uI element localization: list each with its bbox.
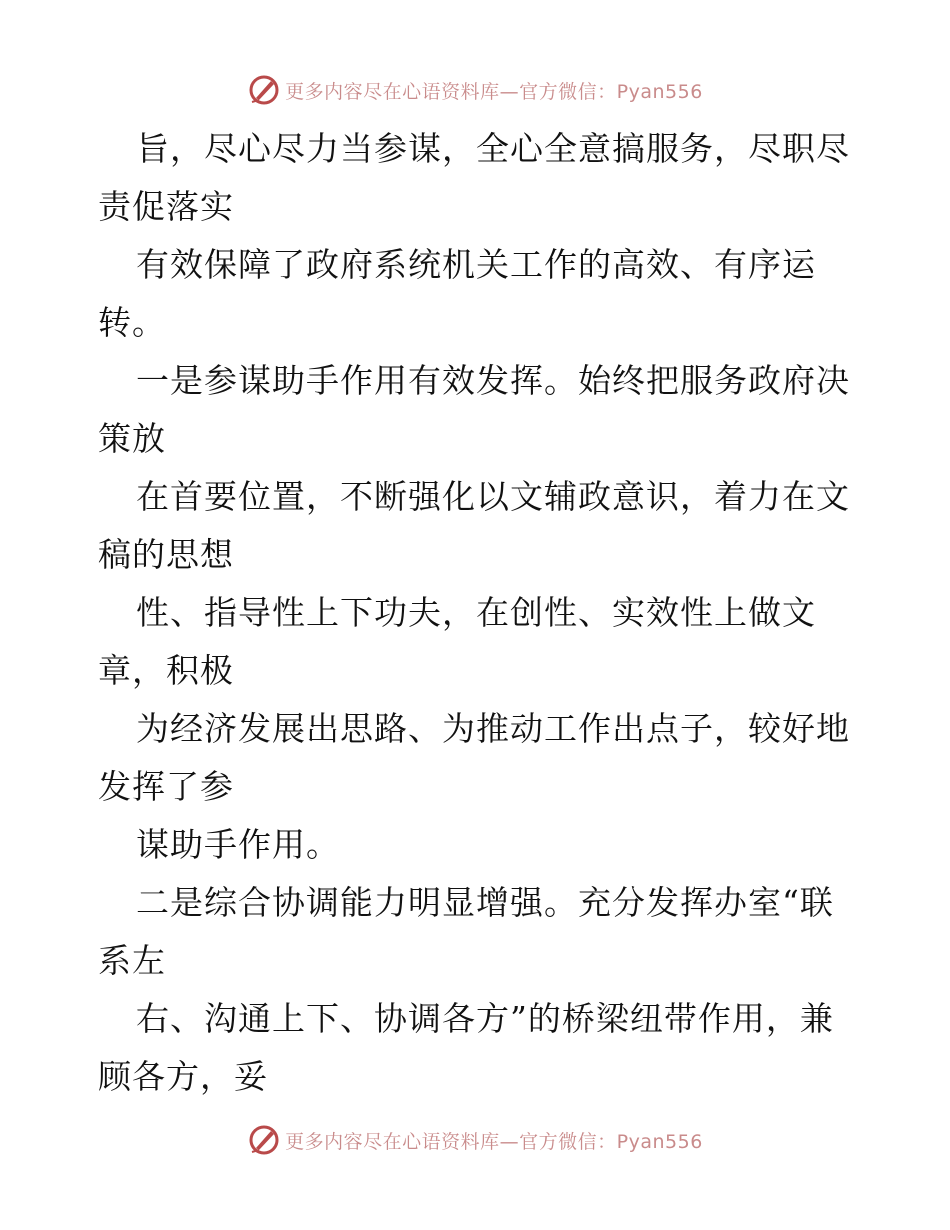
header-banner-text: 更多内容尽在心语资料库—官方微信：Pyan556 bbox=[285, 80, 703, 103]
text-line: 在首要位置，不断强化以文辅政意识，着力在文 bbox=[136, 477, 850, 516]
text-line: 一是参谋助手作用有效发挥。始终把服务政府决 bbox=[136, 361, 850, 400]
text-line: 谋助手作用。 bbox=[136, 825, 340, 864]
text-line: 系左 bbox=[98, 941, 166, 980]
footer-banner bbox=[0, 1120, 950, 1160]
footer-banner-text: 更多内容尽在心语资料库—官方微信：Pyan556 bbox=[285, 1130, 703, 1153]
text-line: 有效保障了政府系统机关工作的高效、有序运 bbox=[136, 245, 816, 284]
text-line: 旨，尽心尽力当参谋，全心全意搞服务，尽职尽 bbox=[136, 129, 850, 168]
text-line: 顾各方，妥 bbox=[98, 1057, 268, 1096]
text-line: 为经济发展出思路、为推动工作出点子，较好地 bbox=[136, 709, 850, 748]
text-line: 右、沟通上下、协调各方”的桥梁纽带作用，兼 bbox=[136, 999, 834, 1038]
text-line: 章，积极 bbox=[98, 651, 234, 690]
quill-pen-logo-icon bbox=[247, 1123, 281, 1157]
document-body bbox=[98, 120, 858, 1106]
header-banner bbox=[0, 70, 950, 110]
text-line: 责促落实 bbox=[98, 187, 234, 226]
quill-pen-logo-icon bbox=[247, 73, 281, 107]
text-line: 性、指导性上下功夫，在创性、实效性上做文 bbox=[136, 593, 816, 632]
text-line: 转。 bbox=[98, 303, 166, 342]
text-line: 稿的思想 bbox=[98, 535, 234, 574]
text-line: 发挥了参 bbox=[98, 767, 234, 806]
text-line: 策放 bbox=[98, 419, 166, 458]
text-line: 二是综合协调能力明显增强。充分发挥办室“联 bbox=[136, 883, 834, 922]
